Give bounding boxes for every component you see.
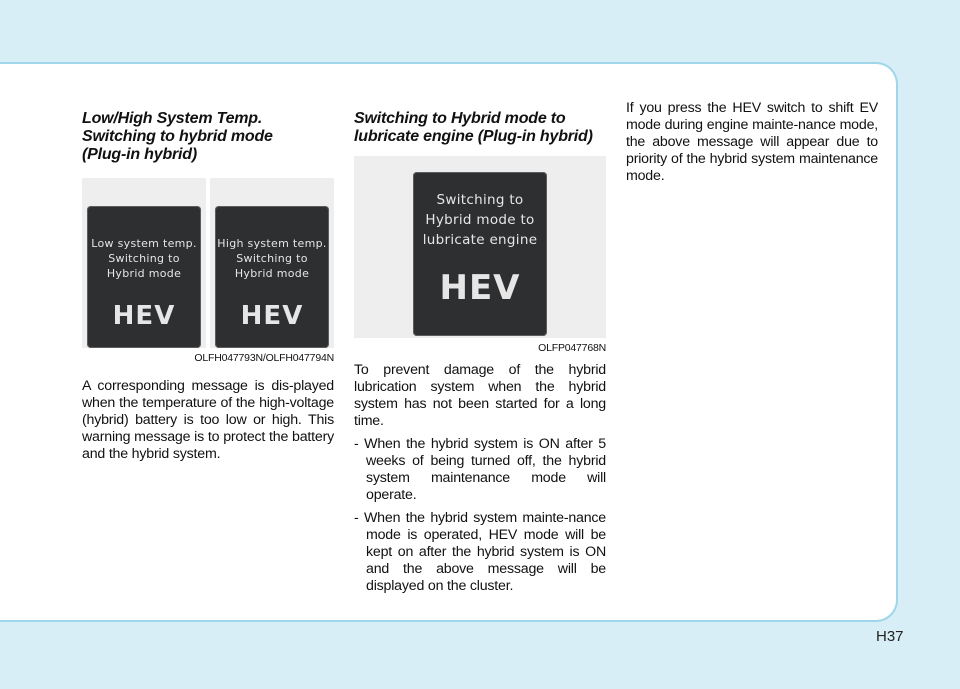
left-title-line-1: Low/High System Temp. (82, 110, 263, 127)
middle-bullet-item-1: - When the hybrid system is ON after 5 weeks of being turned off, the hybrid system maintenance mode will operate. (354, 436, 606, 503)
lubricate-screen-line-3: lubricate engine (422, 232, 538, 248)
left-figure-caption: OLFH047793N/OLFH047794N (194, 352, 334, 364)
middle-title-line-1: Switching to Hybrid mode to (354, 110, 566, 127)
page-number: H37 (876, 628, 904, 645)
middle-section-title (354, 110, 606, 146)
left-paragraph: A corresponding message is dis-played when the temperature of the high-voltage (hybrid) battery is too low or high. This warning message is to protect the battery and the hybrid system. (82, 378, 334, 462)
left-title-line-3: (Plug-in hybrid) (82, 146, 198, 163)
left-figure (82, 178, 334, 348)
middle-bullet-item-2: - When the hybrid system mainte-nance mode is operated, HEV mode will be kept on after the hybrid system is ON and the above message will be displayed on the cluster. (354, 510, 606, 594)
right-column (626, 100, 878, 185)
middle-paragraph: To prevent damage of the hybrid lubrication system when the hybrid system has not been started for a long time. (354, 362, 606, 429)
low-screen-line-1: Low system temp. (91, 237, 197, 250)
low-screen-hev-badge: HEV (112, 301, 176, 331)
left-column (82, 110, 334, 463)
high-screen-line-1: High system temp. (217, 237, 327, 250)
lubricate-cluster-screen (413, 172, 547, 336)
low-screen-line-3: Hybrid mode (106, 267, 182, 280)
middle-title-line-2: lubricate engine (Plug-in hybrid) (354, 128, 593, 145)
middle-figure-caption: OLFP047768N (538, 342, 606, 354)
left-title-line-2: Switching to hybrid mode (82, 128, 273, 145)
middle-column (354, 110, 606, 601)
lubricate-screen-line-1: Switching to (436, 192, 524, 208)
high-screen-line-2: Switching to (236, 252, 308, 265)
middle-figure (354, 156, 606, 338)
lubricate-screen-line-2: Hybrid mode to (425, 212, 535, 228)
low-temp-cluster-screen (87, 206, 201, 348)
high-screen-hev-badge: HEV (240, 301, 304, 331)
lubricate-screen-hev-badge: HEV (439, 268, 521, 308)
middle-bullet-list (354, 436, 606, 595)
high-temp-cluster-screen (215, 206, 329, 348)
right-paragraph: If you press the HEV switch to shift EV mode during engine mainte-nance mode, the above message will appear due to priority of the hybrid system maintenance mode. (626, 100, 878, 184)
low-screen-line-2: Switching to (108, 252, 180, 265)
high-screen-line-3: Hybrid mode (234, 267, 310, 280)
left-section-title (82, 110, 334, 164)
